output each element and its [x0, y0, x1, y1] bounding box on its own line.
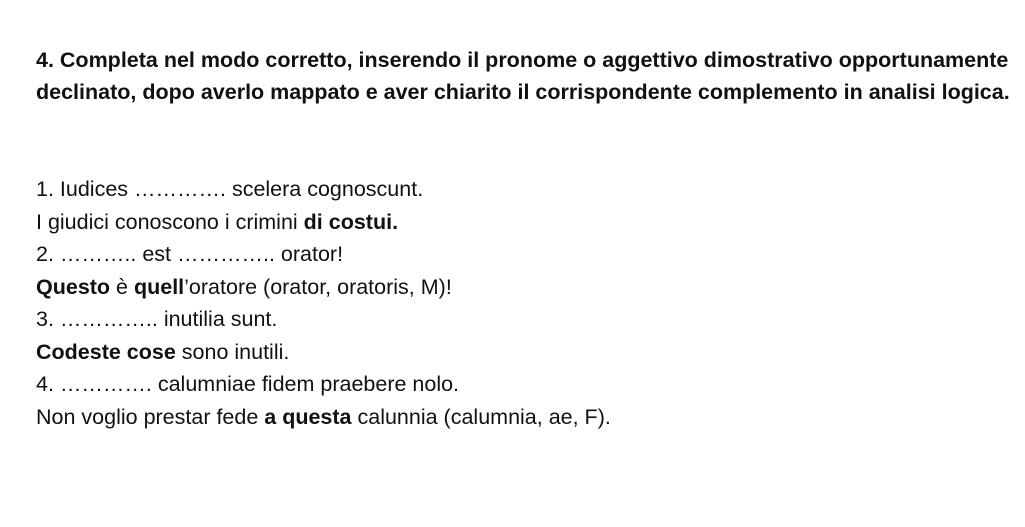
latin-sentence-4: 4. …………. calumniae fidem praebere nolo.	[36, 372, 460, 396]
translation-1-part-1: I giudici conoscono i crimini	[36, 209, 304, 234]
latin-sentence-1: 1. Iudices …………. scelera cognoscunt.	[36, 177, 424, 201]
translation-2-part-4: ’oratore (orator, oratoris, M)!	[184, 274, 452, 299]
translation-3-part-2: sono inutili.	[175, 339, 290, 364]
translation-4	[36, 401, 996, 434]
exercise-heading: 4. Completa nel modo corretto, inserendo il pronome o aggettivo dimostrativo opportunamente declinato, dopo averlo mappato e aver chiarito il corrispondente complemento in analisi logica.	[36, 48, 1010, 104]
exercise-list	[36, 173, 996, 433]
translation-2-part-1: Questo	[36, 274, 111, 299]
translation-2-part-3: quell	[133, 274, 185, 299]
translation-4-part-2: a questa	[264, 404, 352, 429]
translation-1-part-2: di costui.	[303, 209, 399, 234]
translation-1	[36, 206, 996, 239]
translation-3-part-1: Codeste cose	[36, 339, 176, 364]
translation-2-part-2: è	[110, 274, 134, 299]
translation-2	[36, 271, 996, 304]
translation-4-part-1: Non voglio prestar fede	[36, 404, 265, 429]
latin-sentence-2: 2. ……….. est ………….. orator!	[36, 242, 344, 266]
latin-sentence-3: 3. ………….. inutilia sunt.	[36, 307, 278, 331]
translation-4-part-3: calunnia (calumnia, ae, F).	[351, 404, 611, 429]
translation-3	[36, 336, 996, 369]
